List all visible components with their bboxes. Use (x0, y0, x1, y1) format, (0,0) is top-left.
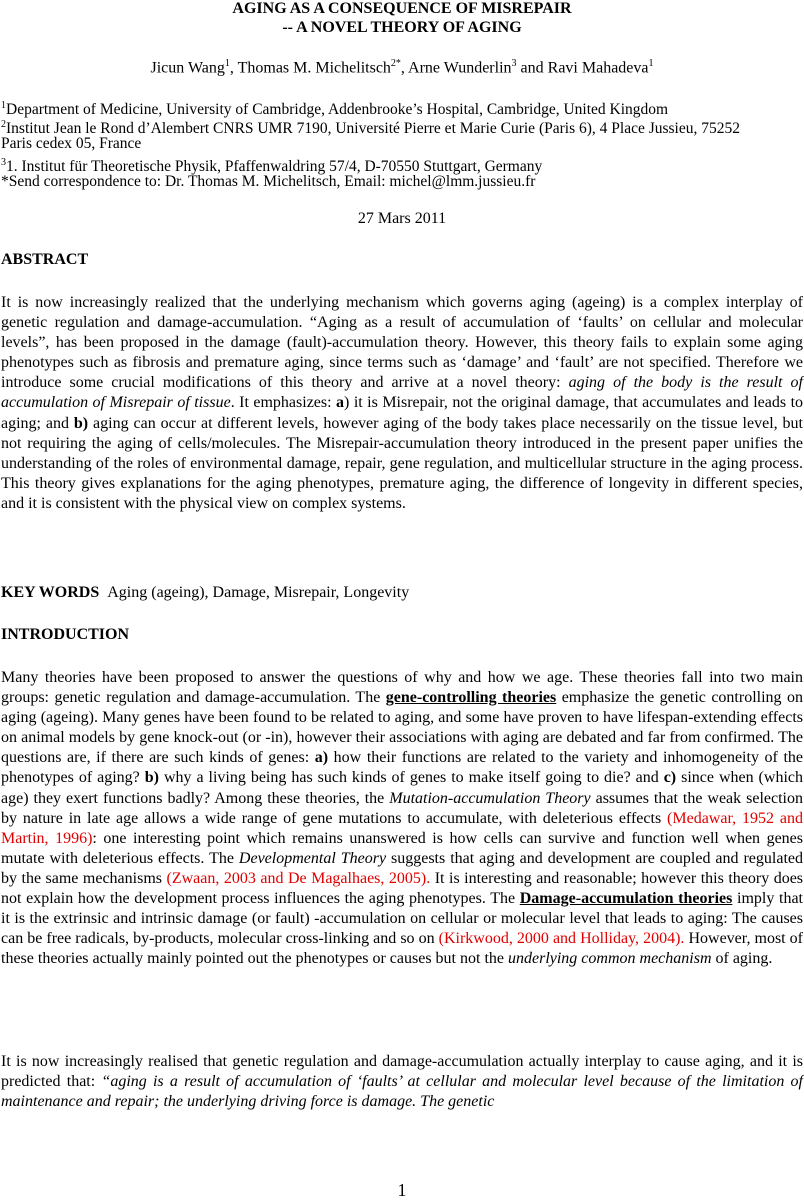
author-sup: 1 (224, 58, 230, 69)
affiliation: $^1$Department of Medicine, University of Cambridge, Addenbrooke’s Hospital, Cambridge, United Kingdom (1, 100, 669, 119)
damage-theories-term: Damage-accumulation theories (519, 890, 733, 908)
citation[interactable]: (Medawar, 1952 and Martin, 1996) (1, 809, 804, 847)
abstract-text: It is now increasingly realized that the underlying mechanism which governs aging (ageing) is a complex interplay of genetic regulation and damage-accumulation. “Aging as a result of accumulation of ‘faults’ on cellular and molecular levels”, has been proposed in the damage (fault)-accumulation theory. However, this theory fails to explain some aging phenotypes such as fibrosis and premature aging, since terms such as ‘damage’ and ‘fault’ are not specified. Therefore we introduce some crucial modifications of this theory and arrive at a novel theory: aging of the body is the result of accumulation of Misrepair of tissue. It emphasizes: a) it is Misrepair, not the original damage, that accumulates and leads to aging; and b) aging can occur at different levels, however aging of the body takes place necessarily on the tissue level, but not requiring the aging of cells/molecules. The Misrepair-accumulation theory introduced in the present paper unifies the understanding of the roles of environmental damage, repair, gene regulation, and multicellular structure in the aging process. This theory gives explanations for the aging phenotypes, premature aging, the difference of longevity in different species, and it is consistent with the physical view on complex systems. (1, 294, 804, 512)
author-name: Arne Wunderlin (408, 59, 512, 77)
gene-theories-term: gene-controlling theories (385, 689, 557, 707)
paper-title-line2: -- A NOVEL THEORY OF AGING (282, 19, 522, 36)
citation[interactable]: (Zwaan, 2003 and De Magalhaes, 2005). (166, 869, 431, 887)
author-name: Jicun Wang (150, 59, 225, 77)
author-name: Ravi Mahadeva (547, 59, 649, 77)
author-list: Jicun Wang$^1$, Thomas M. Michelitsch$^{2*}$, Arne Wunderlin$^3$ and Ravi Mahadeva$^1$ (150, 58, 654, 77)
affiliation: Paris cedex 05, France (1, 135, 142, 152)
introduction-paragraph-1: Many theories have been proposed to answer the questions of why and how we age. These theories fall into two main groups: genetic regulation and damage-accumulation. The gene-controlling theories emphasize the genetic controlling on aging (ageing). Many genes have been found to be related to aging, and some have proven to have lifespan-extending effects on animal models by gene knock-out (or -in), however their associations with aging are debated and far from confirmed. The questions are, if there are such kinds of genes: a) how their functions are related to the variety and inhomogeneity of the phenotypes of aging? b) why a living being has such kinds of genes to make itself going to die? and c) since when (which age) they exert functions badly? Among these theories, the Mutation-accumulation Theory assumes that the weak selection by nature in late age allows a wide range of gene mutations to accumulate, with deleterious effects (Medawar, 1952 and Martin, 1996): one interesting point which remains unanswered is how cells can survive and function well when genes mutate with deleterious effects. The Developmental Theory suggests that aging and development are coupled and regulated by the same mechanisms (Zwaan, 2003 and De Magalhaes, 2005). It is interesting and reasonable; however this theory does not explain how the development process influences the aging phenotypes. The Damage-accumulation theories imply that it is the extrinsic and intrinsic damage (or fault) -accumulation on cellular or molecular level that leads to aging: The causes can be free radicals, by-products, molecular cross-linking and so on (Kirkwood, 2000 and Holliday, 2004). However, most of these theories actually mainly pointed out the phenotypes or causes but not the underlying common mechanism of aging. (1, 669, 804, 968)
citation[interactable]: (Kirkwood, 2000 and Holliday, 2004). (438, 930, 685, 948)
keywords-label: KEY WORDS (1, 584, 100, 601)
author-sup: 2* (390, 58, 401, 69)
abstract-heading: ABSTRACT (1, 251, 89, 268)
author-sup: 3 (511, 58, 517, 69)
affiliation: $^2$Institut Jean le Rond d’Alembert CNRS UMR 7190, Université Pierre et Marie Curie (Paris 6), 4 Place Jussieu, 75252 (1, 119, 740, 138)
author-name: Thomas M. Michelitsch (237, 59, 391, 77)
paper-title-line1: AGING AS A CONSEQUENCE OF MISREPAIR (232, 0, 572, 17)
introduction-paragraph-2: It is now increasingly realised that genetic regulation and damage-accumulation actually interplay to cause aging, and it is predicted that: “aging is a result of accumulation of ‘faults’ at cellular and molecular level because of the limitation of maintenance and repair; the underlying driving force is damage. The genetic (1, 1053, 803, 1111)
correspondence: *Send correspondence to: Dr. Thomas M. Michelitsch, Email: michel@lmm.jussieu.fr (1, 173, 536, 190)
keywords: Aging (ageing), Damage, Misrepair, Longevity (107, 584, 410, 601)
introduction-heading: INTRODUCTION (1, 626, 130, 643)
keywords-line (1, 584, 409, 602)
page-number: 1 (397, 1180, 407, 1200)
publication-date: 27 Mars 2011 (357, 210, 447, 227)
author-sup: 1 (648, 58, 654, 69)
affiliation: $^3$1. Institut für Theoretische Physik, Pfaffenwaldring 57/4, D-70550 Stuttgart, Germany (1, 157, 543, 176)
